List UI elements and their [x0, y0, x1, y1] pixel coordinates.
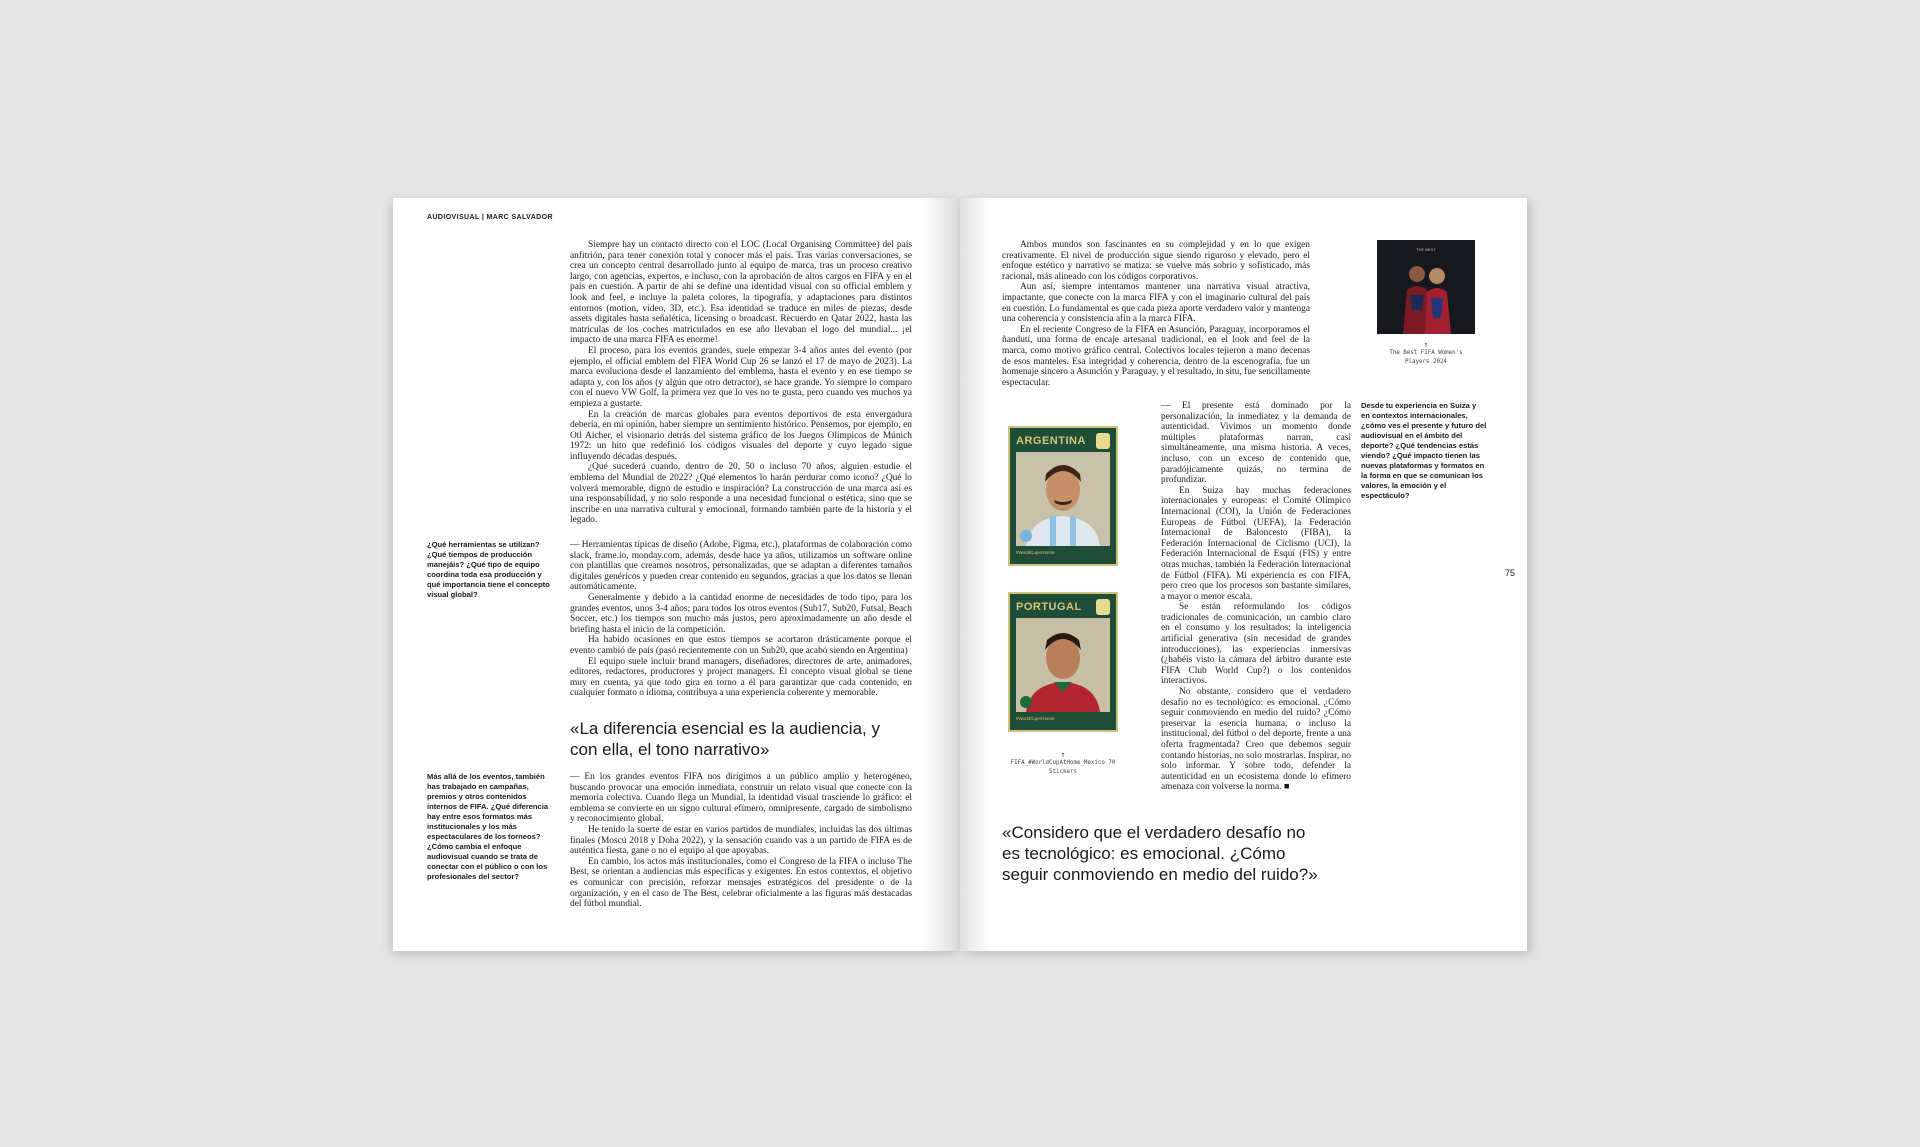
answer-formats — [570, 772, 912, 910]
page-number: 75 — [1505, 568, 1516, 578]
arrow-up-icon: ↑ — [1060, 750, 1066, 759]
players-photo-icon — [1377, 240, 1475, 334]
sticker-card-argentina — [1008, 426, 1118, 566]
answer-future — [1161, 401, 1351, 793]
paragraph: El proceso, para los eventos grandes, suele empezar 3-4 años antes del evento (por ejemplo, el official emblem del FIFA World Cup 26 se lanzó el 17 de mayo de 2023). La marca evoluciona desde el lanzamiento del emblema, hasta el evento y en ese tiempo se adapta y, con los años (y algún que otro detractor), se hace grande. Yo siempre lo comparo con el nuevo VW Golf, la primera vez que lo ves no te gusta, pero cuando ves muchos ya empieza a gustarte. — [570, 345, 912, 409]
paragraph: El equipo suele incluir brand managers, diseñadores, directores de arte, animadores, editores, redactores, productores y project managers. El concepto visual global se tiene muy en cuenta, ya que todo gira en torno a él para garantizar que cada contenido, en cualquier formato o idioma, contribuya a una experiencia coherente y memorable. — [570, 656, 912, 699]
running-head: AUDIOVISUAL | MARC SALVADOR — [427, 214, 553, 221]
paragraph: He tenido la suerte de estar en varios partidos de mundiales, incluidas las dos últimas finales (Moscú 2018 y Doha 2022), y la sensación cuando vas a un partido de FIFA es de auténtica fiesta, gane o no el equipo al que apoyabas. — [570, 824, 912, 857]
photo-caption: The Best FIFA Women's Players 2024 — [1389, 350, 1463, 365]
paragraph: Aun así, siempre intentamos mantener una narrativa visual atractiva, impactante, que conecte con la marca FIFA y con el imaginario cultural del país en cuestión. Lo fundamental es que cada pieza aporte verdadero valor y mantenga una coherencia y consistencia afín a la marca FIFA. — [1002, 282, 1310, 325]
svg-text:THE BEST: THE BEST — [1416, 247, 1436, 252]
paragraph: — En los grandes eventos FIFA nos dirigimos a un público amplio y heterogéneo, buscando provocar una emoción inmediata, construir un relato visual que conecte con la memoria colectiva. Cuando llega un Mundial, la identidad visual trasciende lo gráfico: el emblema se convierte en un signo cultural efímero, omnipresente, cargado de simbolismo y reconocimiento global. — [570, 772, 912, 825]
answer-tools — [570, 540, 912, 699]
paragraph: ¿Qué sucederá cuando, dentro de 20, 50 o incluso 70 años, alguien estudie el emblema del Mundial de 2022? ¿Qué elementos lo harán perdurar como icono? ¿Qué lo volverá memorable, digno de estudio e inspiración? La construcción de una marca así es una responsabilidad, y no solo responde a una necesidad funcional o estética, sino que se inscribe en una narrativa cultural y emocional, formando también parte de la historia y el legado. — [570, 462, 912, 526]
left-page — [393, 198, 960, 951]
question-tools: ¿Qué herramientas se utilizan? ¿Qué tiempos de producción manejáis? ¿Qué tipo de equipo coordina toda esa producción y qué importancia tiene el concepto visual global? — [427, 540, 550, 599]
paragraph: En Suiza hay muchas federaciones internacionales y europeas: el Comité Olímpico Internacional (COI), la Unión de Federaciones Europeas de Fútbol (UEFA), la Federación Internacional de Baloncesto (FIBA), la Federación Internacional de Ciclismo (UCI), la Federación Internacional de Esquí (FIS) y entre otras muchas, también la Federación Internacional de Fútbol (FIFA). Mi experiencia es con FIFA, pero creo que los procesos son bastante similares, a mayor o menor escala. — [1161, 485, 1351, 602]
card-footer: #WorldCupAtHome — [1016, 716, 1055, 721]
paragraph: En la creación de marcas globales para eventos deportivos de esta envergadura debería, en mi opinión, haber siempre un sentimiento histórico. Pensemos, por ejemplo, en Otl Aicher, el visionario detrás del sistema gráfico de los Juegos Olímpicos de Múnich 1972: un hito que redefinió los códigos visuales del deporte y cuyo legado sigue influyendo décadas después. — [570, 409, 912, 462]
trophy-icon — [1096, 433, 1110, 449]
the-best-photo — [1377, 240, 1475, 334]
right-intro-text — [1002, 240, 1310, 388]
paragraph: En cambio, los actos más institucionales, como el Congreso de la FIFA o incluso The Best, se orientan a audiencias más específicas y exigentes. En estos contextos, el objetivo es comunicar con precisión, reforzar mensajes estratégicos del presidente o de la organización, y en el caso de The Best, celebrar oficialmente a las figuras más destacadas del fútbol mundial. — [570, 856, 912, 910]
right-page — [960, 198, 1527, 951]
paragraph: Ha habido ocasiones en que estos tiempos se acortaron drásticamente porque el evento cambió de país (pasó recientemente con un Sub20, que acabó siendo en Argentina) — [570, 635, 912, 656]
player-portrait-icon — [1016, 452, 1110, 546]
player-portrait-icon — [1016, 618, 1110, 712]
card-country: ARGENTINA — [1016, 435, 1086, 447]
question-future: Desde tu experiencia en Suiza y en contextos internacionales, ¿cómo ves el presente y futuro del audiovisual en el ámbito del deporte? ¿Qué tendencias estás viendo? ¿Qué impacto tienen las nuevas plataformas y formatos en la forma en que se comunican los valores, la emoción y el espectáculo? — [1361, 401, 1487, 500]
gutter-shadow — [922, 198, 960, 951]
card-footer: #WorldCupAtHome — [1016, 550, 1055, 555]
cards-caption-block — [1008, 750, 1118, 777]
gutter-shadow — [960, 198, 990, 951]
card-country: PORTUGAL — [1016, 601, 1082, 613]
photo-caption-block — [1377, 340, 1475, 367]
cards-caption: FIFA_#WorldCupAtHome_Mexico 70 Stickers — [1010, 760, 1116, 775]
pull-quote-right: «Considero que el verdadero desafío no es tecnológico: es emocional. ¿Cómo seguir conmoviendo en medio del ruido?» — [1002, 823, 1318, 884]
paragraph: — El presente está dominado por la personalización, la inmediatez y la demanda de autenticidad. Vivimos un momento donde múltiples plataformas narran, casi simultáneamente, una misma historia. A veces, incluso, con un exceso de contenido que, paradójicamente quizás, no termina de profundizar. — [1161, 401, 1351, 486]
paragraph: Ambos mundos son fascinantes en su complejidad y en lo que exigen creativamente. El nivel de producción sigue siendo riguroso y elevado, pero el enfoque estético y narrativo se matiza: se vuelve más sobrio y sofisticado, más racional, más alineado con los códigos corporativos. — [1002, 240, 1310, 282]
paragraph: Se están reformulando los códigos tradicionales de comunicación, un cambio claro en el consumo y los resultados: la inteligencia artificial generativa (sin necesidad de grandes introducciones), las experiencias inmersivas (¿habéis visto la cámara del árbitro durante este FIFA Club World Cup?) o los contenidos interactivos. — [1161, 602, 1351, 687]
intro-text — [570, 240, 912, 526]
paragraph: Generalmente y debido a la cantidad enorme de necesidades de todo tipo, para los grandes eventos, unos 3-4 años; para todos los otros eventos (Sub17, Sub20, Futsal, Beach Soccer, etc.) los tiempos son mucho más justos, pero aproximadamente un año desde el briefing hasta el inicio de la competición. — [570, 592, 912, 635]
paragraph: En el reciente Congreso de la FIFA en Asunción, Paraguay, incorporamos el ñandutí, una forma de encaje artesanal tradicional, en el look and feel de la marca, como motivo gráfico central. Colectivos locales tejieron a mano decenas de esos manteles. Esa integridad y coherencia, dentro de la escenografía, fue un homenaje sincero a Asunción y Paraguay, y el resultado, in situ, fue sencillamente espectacular. — [1002, 324, 1310, 388]
paragraph: Siempre hay un contacto directo con el LOC (Local Organising Committee) del país anfitrión, para tener conexión total y conocer más el país. Tras varias conversaciones, se crea un concepto central desarrollado junto al equipo de marca, tras un proceso creativo largo, con agencias, expertos, e incluso, con la aprobación de altos cargos en FIFA y en el país en cuestión. A partir de ahí se define una identidad visual con su official emblem y look and feel, e incluye la paleta colores, la tipografía, y adaptaciones para distintos entornos (motion, vídeo, 3D, etc.). Esa identidad se traduce en miles de piezas, desde assets digitales hasta señalética, licensing o broadcast. Recuerdo en Qatar 2022, hasta las matrículas de los coches matriculados en ese año llevaban el logo del mundial... ¡el impacto de una marca FIFA es enorme! — [570, 240, 912, 346]
pull-quote-left: «La diferencia esencial es la audiencia, y con ella, el tono narrativo» — [570, 719, 880, 759]
trophy-icon — [1096, 599, 1110, 615]
paragraph: No obstante, considero que el verdadero desafío no es tecnológico: es emocional. ¿Cómo seguir conmoviendo en medio del ruido? ¿Cómo preservar la esencia humana, o incluso la institucional, del fútbol o del deporte, frente a una oferta fragmentada? Creo que debemos seguir contando historias, no solo mostrarlas. Inspirar, no solo informar. Y sobre todo, defender la autenticidad en un ecosistema donde lo efímero amenaza con volverse la norma. ■ — [1161, 687, 1351, 793]
paragraph: — Herramientas típicas de diseño (Adobe, Figma, etc.), plataformas de colaboración como slack, frame.io, monday.com, además, desde hace ya años, utilizamos un software online con plantillas que creamos nosotros, personalizadas, que se adaptan a diferentes tamaños digitales genéricos y pueden crear contenido en segundos, gracias a que los datos se llenan automáticamente. — [570, 540, 912, 593]
question-formats: Más allá de los eventos, también has trabajado en campañas, premios y otros contenidos internos de FIFA. ¿Qué diferencia hay entre esos formatos más institucionales y los más espectaculares de los torneos? ¿Cómo cambia el enfoque audiovisual cuando se trata de conectar con el público o con los profesionales del sector? — [427, 772, 549, 881]
arrow-up-icon: ↑ — [1423, 340, 1429, 349]
sticker-card-portugal — [1008, 592, 1118, 732]
